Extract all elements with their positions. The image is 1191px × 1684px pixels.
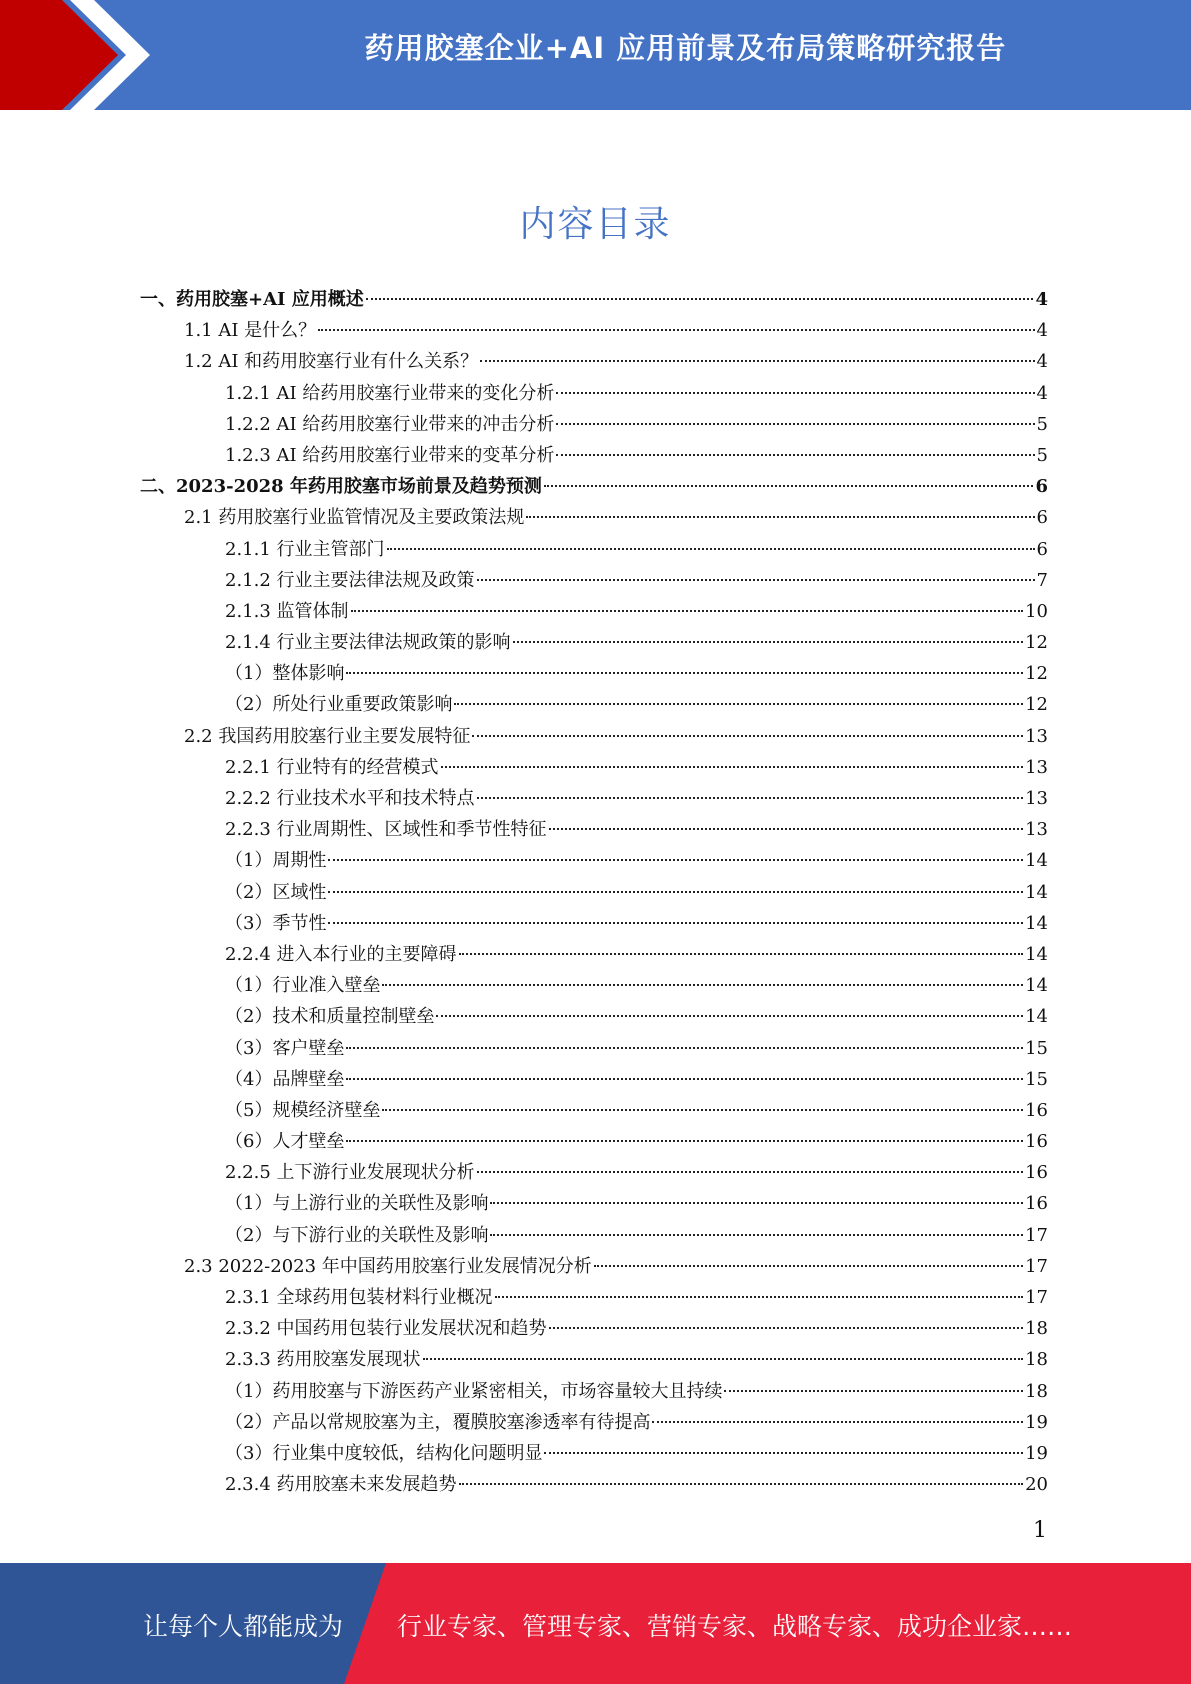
toc-entry[interactable]: [140, 627, 1048, 658]
toc-dot-leader: [387, 548, 1035, 550]
toc-entry-page: 6: [1035, 476, 1048, 498]
toc-entry-title: （3）行业集中度较低，结构化问题明显: [225, 1442, 543, 1464]
toc-entry[interactable]: [140, 1157, 1048, 1188]
toc-dot-leader: [526, 516, 1034, 518]
toc-entry-title: 2.2.3 行业周期性、区域性和季节性特征: [225, 819, 547, 841]
toc-dot-leader: [724, 1390, 1023, 1392]
toc-entry-title: 2.1 药用胶塞行业监管情况及主要政策法规: [184, 507, 525, 529]
toc-entry-page: 4: [1036, 320, 1048, 342]
toc-entry-page: 18: [1025, 1318, 1048, 1340]
toc-entry-title: （1）整体影响: [225, 663, 345, 685]
toc-entry[interactable]: [140, 814, 1048, 845]
toc-dot-leader: [477, 797, 1024, 799]
toc-entry-page: 13: [1025, 756, 1048, 778]
toc-entry[interactable]: [140, 1126, 1048, 1157]
toc-entry[interactable]: [140, 596, 1048, 627]
toc-entry-page: 17: [1025, 1287, 1048, 1308]
page-header: [0, 0, 1191, 110]
toc-entry-title: 2.2.2 行业技术水平和技术特点: [225, 788, 475, 809]
toc-entry-title: 2.3.3 药用胶塞发展现状: [225, 1349, 421, 1371]
toc-dot-leader: [556, 423, 1034, 425]
toc-dot-leader: [549, 828, 1024, 830]
toc-entry-title: （2）技术和质量控制壁垒: [225, 1006, 435, 1028]
toc-entry-title: 2.3.2 中国药用包装行业发展状况和趋势: [225, 1318, 547, 1340]
toc-entry-page: 19: [1025, 1411, 1048, 1433]
toc-entry[interactable]: [140, 845, 1048, 876]
toc-dot-leader: [459, 1483, 1024, 1485]
toc-dot-leader: [441, 766, 1024, 768]
toc-entry-page: 17: [1025, 1224, 1048, 1246]
toc-entry[interactable]: [140, 471, 1048, 502]
toc-dot-leader: [346, 1047, 1023, 1049]
toc-dot-leader: [346, 1140, 1023, 1142]
header-arrow-decoration: [0, 0, 200, 110]
toc-entry-title: （1）药用胶塞与下游医药产业紧密相关，市场容量较大且持续: [225, 1380, 723, 1402]
toc-entry[interactable]: [140, 1064, 1048, 1095]
toc-entry-title: 1.2.1 AI 给药用胶塞行业带来的变化分析: [225, 382, 555, 404]
toc-entry-page: 18: [1025, 1349, 1048, 1371]
page-number: 1: [1033, 1518, 1047, 1543]
toc-dot-leader: [544, 485, 1034, 487]
toc-entry[interactable]: [140, 1001, 1048, 1032]
page-footer: [0, 1563, 1191, 1684]
toc-entry[interactable]: [140, 970, 1048, 1001]
toc-entry[interactable]: [140, 1095, 1048, 1126]
toc-dot-leader: [594, 1265, 1023, 1267]
toc-entry-title: 2.1.4 行业主要法律法规政策的影响: [225, 632, 511, 654]
footer-slogan: 让每个人都能成为: [143, 1612, 344, 1641]
toc-entry-page: 5: [1036, 444, 1048, 466]
toc-entry-page: 16: [1025, 1099, 1048, 1121]
toc-dot-leader: [454, 703, 1023, 705]
toc-entry[interactable]: [140, 440, 1048, 471]
toc-dot-leader: [328, 859, 1023, 861]
toc-entry-title: （3）季节性: [225, 912, 327, 934]
toc-entry-title: 一、药用胶塞+AI 应用概述: [140, 289, 364, 310]
toc-dot-leader: [477, 1171, 1024, 1173]
toc-entry-page: 17: [1025, 1255, 1048, 1277]
toc-entry-page: 13: [1025, 725, 1048, 747]
toc-entry[interactable]: [140, 1344, 1048, 1375]
toc-entry-page: 4: [1035, 289, 1048, 310]
toc-entry[interactable]: [140, 502, 1048, 533]
toc-dot-leader: [346, 672, 1023, 674]
toc-dot-leader: [382, 984, 1023, 986]
toc-dot-leader: [423, 1358, 1024, 1360]
toc-dot-leader: [480, 360, 1034, 362]
toc-entry-page: 12: [1025, 694, 1048, 716]
toc-entry-title: （2）产品以常规胶塞为主，覆膜胶塞渗透率有待提高: [225, 1411, 651, 1433]
toc-entry-page: 13: [1025, 788, 1048, 809]
toc-dot-leader: [436, 1015, 1023, 1017]
toc-entry[interactable]: [140, 689, 1048, 720]
toc-entry[interactable]: [140, 877, 1048, 908]
toc-entry-title: （1）周期性: [225, 850, 327, 872]
toc-dot-leader: [549, 1327, 1024, 1329]
toc-entry[interactable]: [140, 783, 1048, 814]
toc-dot-leader: [652, 1421, 1023, 1423]
toc-entry-page: 13: [1025, 819, 1048, 841]
toc-entry-title: （2）区域性: [225, 881, 327, 903]
toc-entry-title: （2）与下游行业的关联性及影响: [225, 1224, 489, 1246]
toc-entry-title: 2.3.1 全球药用包装材料行业概况: [225, 1287, 493, 1308]
toc-dot-leader: [513, 641, 1024, 643]
toc-entry-page: 4: [1036, 382, 1048, 404]
toc-entry-page: 18: [1025, 1380, 1048, 1402]
toc-entry[interactable]: [140, 1220, 1048, 1251]
toc-entry-title: 2.2.1 行业特有的经营模式: [225, 756, 439, 778]
toc-entry[interactable]: [140, 1469, 1048, 1500]
toc-entry[interactable]: [140, 1033, 1048, 1064]
toc-entry-page: 14: [1025, 881, 1048, 903]
toc-entry-page: 12: [1025, 632, 1048, 654]
toc-dot-leader: [366, 298, 1034, 300]
toc-entry-title: （3）客户壁垒: [225, 1037, 345, 1059]
toc-entry-page: 4: [1036, 351, 1048, 373]
toc-entry-title: （1）与上游行业的关联性及影响: [225, 1193, 489, 1215]
toc-entry[interactable]: [140, 752, 1048, 783]
toc-entry[interactable]: [140, 721, 1048, 752]
footer-tagline: 行业专家、管理专家、营销专家、战略专家、成功企业家……: [397, 1612, 1073, 1641]
toc-heading: 内容目录: [519, 204, 672, 245]
toc-dot-leader: [556, 454, 1034, 456]
table-of-contents: [140, 284, 1048, 1500]
toc-entry[interactable]: [140, 378, 1048, 409]
toc-entry-title: （1）行业准入壁垒: [225, 975, 381, 997]
toc-entry-title: 1.1 AI 是什么？: [184, 320, 317, 342]
toc-entry[interactable]: [140, 284, 1048, 315]
toc-entry-title: 2.2.5 上下游行业发展现状分析: [225, 1162, 475, 1184]
toc-entry-page: 10: [1025, 600, 1048, 622]
toc-entry[interactable]: [140, 939, 1048, 970]
toc-entry-title: （6）人才壁垒: [225, 1131, 345, 1153]
toc-entry-title: 1.2.2 AI 给药用胶塞行业带来的冲击分析: [225, 413, 555, 435]
toc-entry[interactable]: [140, 658, 1048, 689]
toc-entry-title: 2.2 我国药用胶塞行业主要发展特征: [184, 725, 471, 747]
toc-dot-leader: [346, 1078, 1023, 1080]
toc-entry-page: 16: [1025, 1193, 1048, 1215]
toc-entry-title: 2.1.3 监管体制: [225, 600, 349, 622]
toc-entry-page: 14: [1025, 850, 1048, 872]
toc-entry-title: 2.1.1 行业主管部门: [225, 538, 385, 560]
toc-entry-title: 2.3 2022-2023 年中国药用胶塞行业发展情况分析: [184, 1255, 592, 1277]
toc-entry[interactable]: [140, 534, 1048, 565]
toc-entry-title: 1.2 AI 和药用胶塞行业有什么关系？: [184, 351, 479, 373]
toc-entry-title: 二、2023-2028 年药用胶塞市场前景及趋势预测: [140, 476, 542, 498]
toc-dot-leader: [477, 579, 1035, 581]
toc-entry-title: （4）品牌壁垒: [225, 1068, 345, 1090]
toc-entry-page: 14: [1025, 1006, 1048, 1028]
toc-dot-leader: [490, 1234, 1023, 1236]
toc-entry-page: 5: [1036, 413, 1048, 435]
toc-entry-page: 19: [1025, 1442, 1048, 1464]
toc-entry-title: 2.2.4 进入本行业的主要障碍: [225, 943, 457, 965]
toc-entry[interactable]: [140, 315, 1048, 346]
toc-dot-leader: [556, 392, 1034, 394]
toc-entry[interactable]: [140, 908, 1048, 939]
toc-entry-page: 12: [1025, 663, 1048, 685]
toc-entry-page: 20: [1025, 1474, 1048, 1496]
toc-entry[interactable]: [140, 1282, 1048, 1313]
toc-dot-leader: [544, 1452, 1023, 1454]
toc-entry-title: 2.3.4 药用胶塞未来发展趋势: [225, 1474, 457, 1496]
report-title: 药用胶塞企业+AI 应用前景及布局策略研究报告: [364, 31, 1007, 65]
toc-entry-page: 14: [1025, 975, 1048, 997]
toc-entry-title: 2.1.2 行业主要法律法规及政策: [225, 569, 475, 591]
toc-entry[interactable]: [140, 1376, 1048, 1407]
toc-entry-title: 1.2.3 AI 给药用胶塞行业带来的变革分析: [225, 444, 555, 466]
toc-entry[interactable]: [140, 346, 1048, 377]
toc-dot-leader: [351, 610, 1024, 612]
toc-entry-page: 15: [1025, 1037, 1048, 1059]
toc-entry-page: 7: [1036, 569, 1048, 591]
toc-dot-leader: [328, 922, 1023, 924]
toc-entry[interactable]: [140, 1313, 1048, 1344]
toc-entry-title: （5）规模经济壁垒: [225, 1099, 381, 1121]
toc-dot-leader: [472, 735, 1023, 737]
toc-dot-leader: [459, 953, 1024, 955]
toc-entry[interactable]: [140, 565, 1048, 596]
toc-entry[interactable]: [140, 1251, 1048, 1282]
toc-entry-page: 16: [1025, 1131, 1048, 1153]
toc-entry-page: 15: [1025, 1068, 1048, 1090]
toc-dot-leader: [328, 891, 1023, 893]
toc-entry[interactable]: [140, 1407, 1048, 1438]
toc-dot-leader: [495, 1296, 1024, 1298]
toc-entry-title: （2）所处行业重要政策影响: [225, 694, 453, 716]
toc-entry-page: 14: [1025, 943, 1048, 965]
toc-entry-page: 16: [1025, 1162, 1048, 1184]
toc-dot-leader: [490, 1202, 1023, 1204]
toc-entry-page: 14: [1025, 912, 1048, 934]
toc-entry[interactable]: [140, 1438, 1048, 1469]
toc-entry-page: 6: [1036, 538, 1048, 560]
toc-dot-leader: [382, 1109, 1023, 1111]
toc-entry[interactable]: [140, 1188, 1048, 1219]
toc-entry[interactable]: [140, 409, 1048, 440]
toc-dot-leader: [318, 329, 1034, 331]
toc-entry-page: 6: [1036, 507, 1048, 529]
